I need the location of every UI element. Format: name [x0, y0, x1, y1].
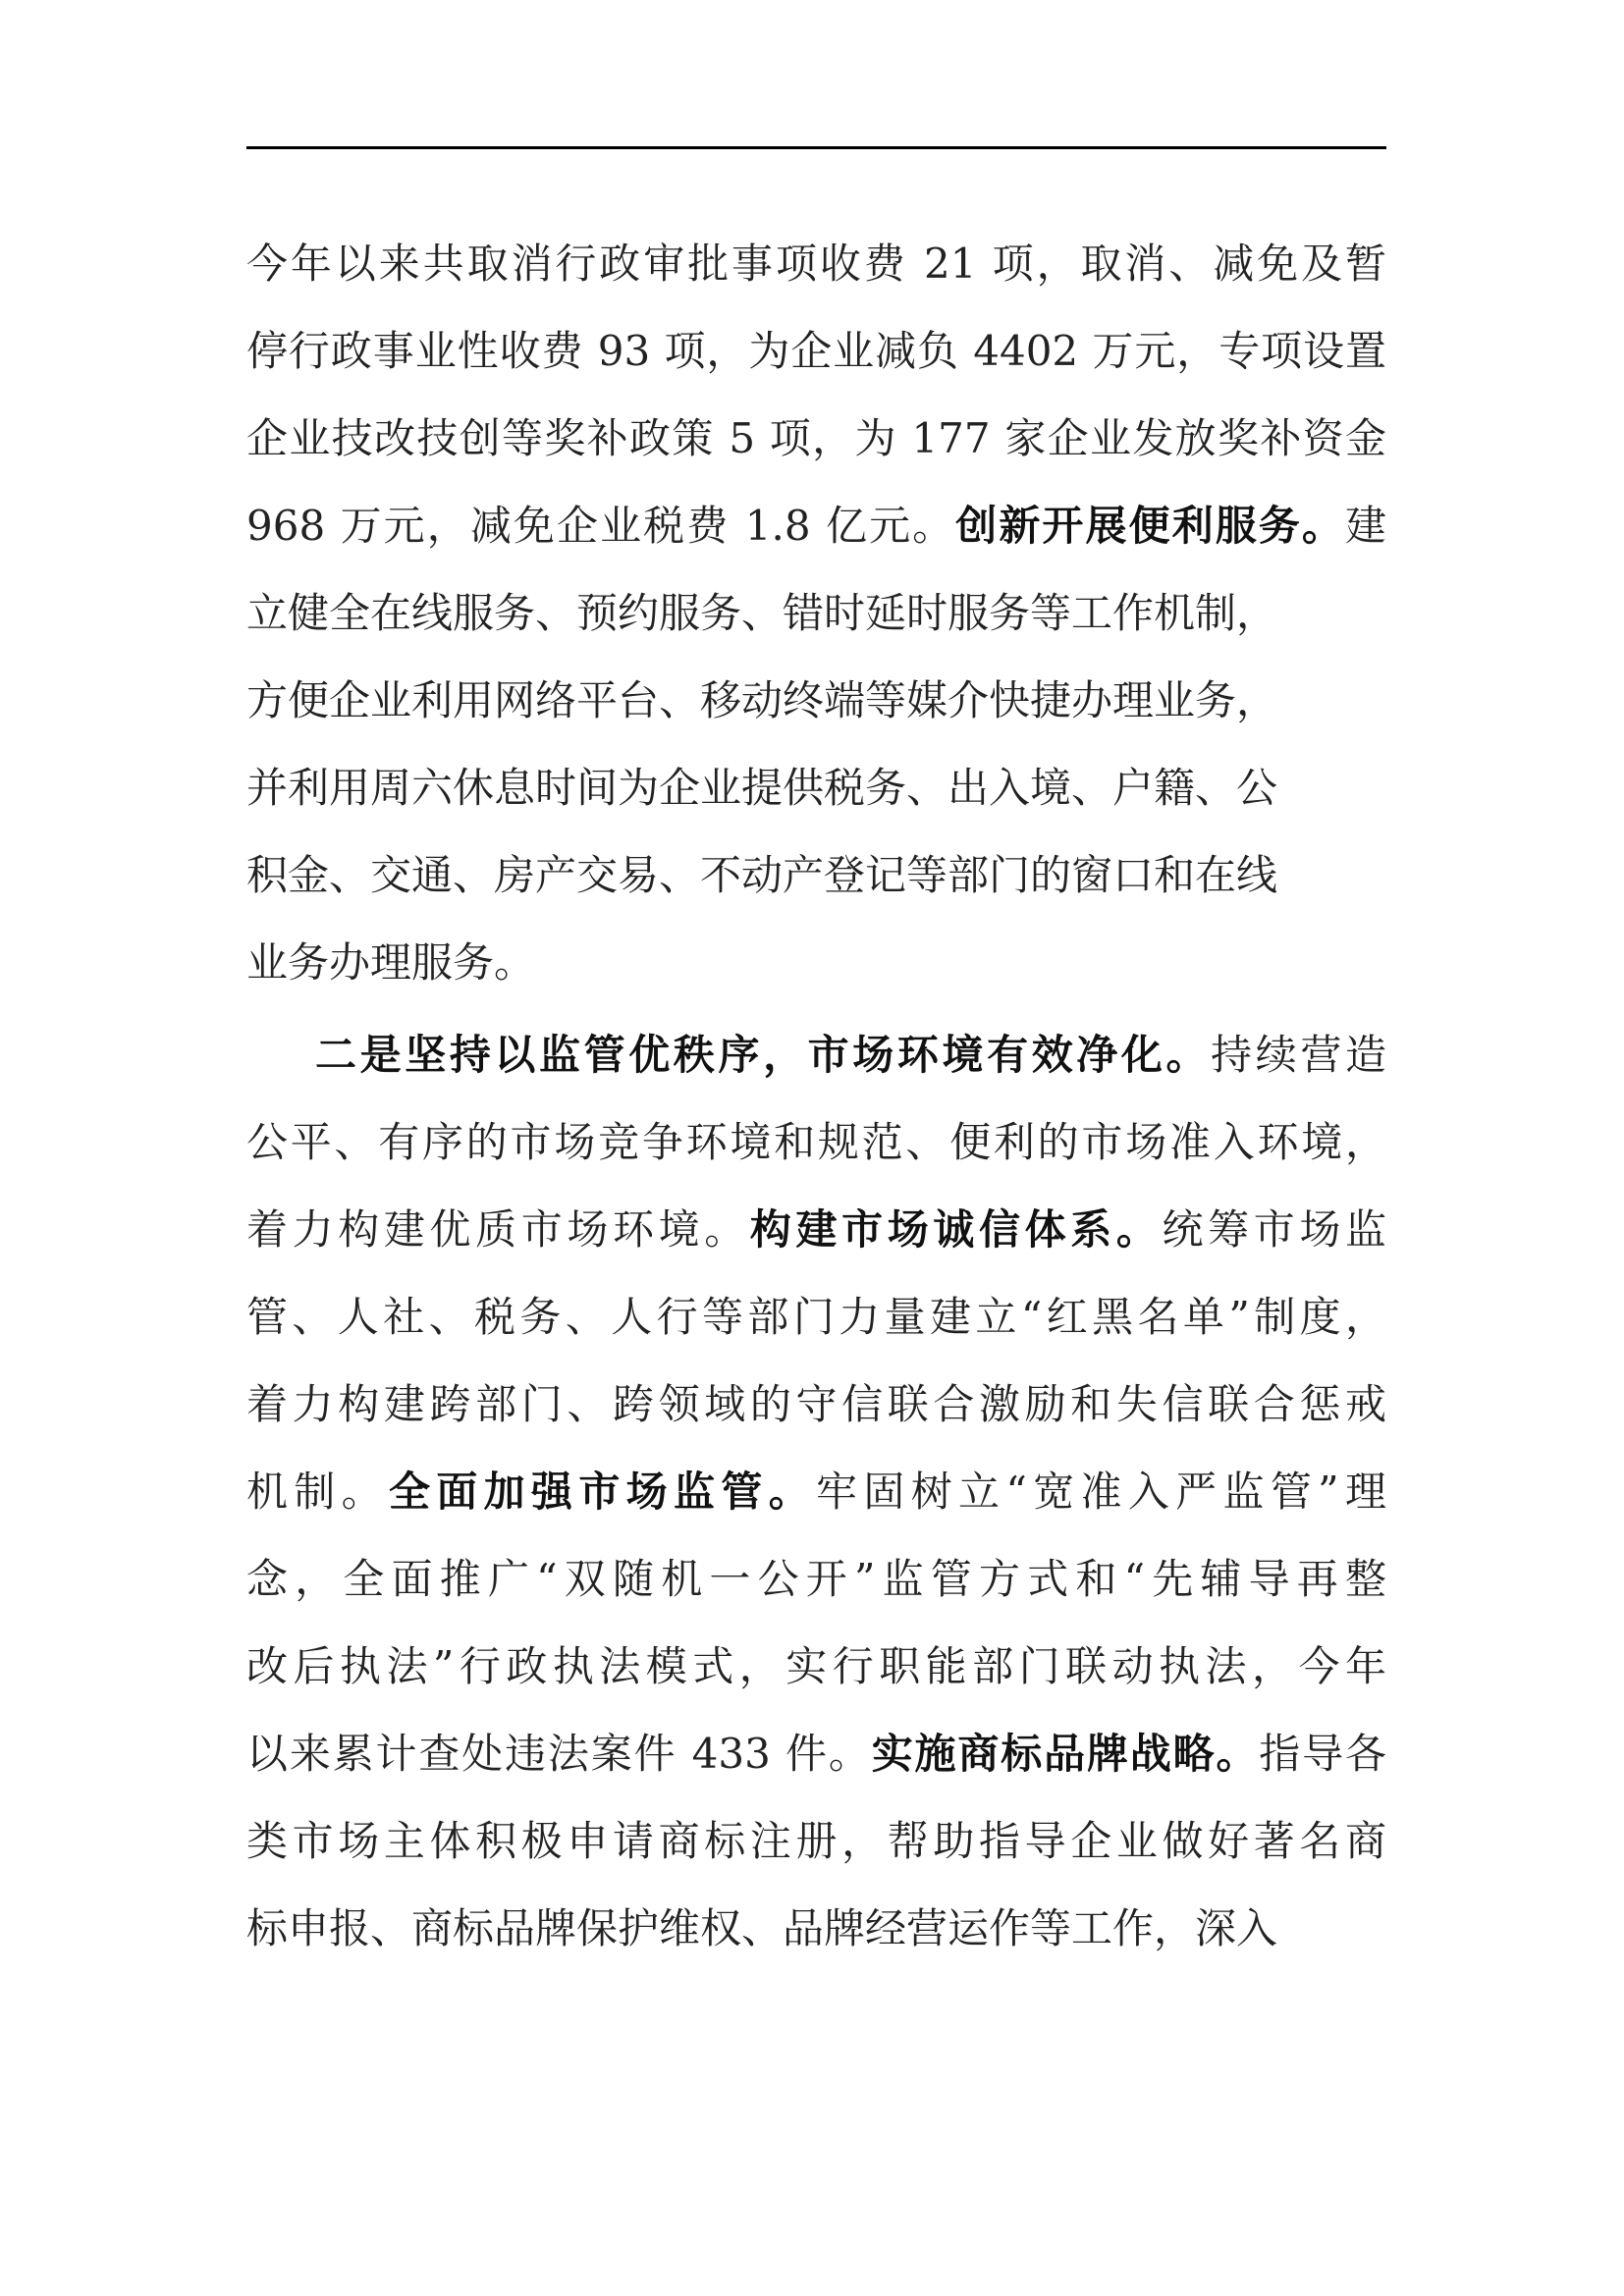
text-line [246, 831, 1386, 919]
text-line [246, 1535, 1386, 1623]
text-run: 企业技改技创等奖补政策 5 项，为 177 家企业发放奖补资金 [246, 414, 1386, 462]
text-run: 管、人社、税务、人行等部门力量建立“红黑名单”制度， [246, 1293, 1386, 1341]
text-line [246, 1361, 1386, 1448]
text-run: 改后执法”行政执法模式，实行职能部门联动执法，今年 [246, 1642, 1386, 1690]
text-run: 念，全面推广“双随机一公开”监管方式和“先辅导再整 [246, 1555, 1386, 1603]
text-run: 类市场主体积极申请商标注册，帮助指导企业做好著名商 [246, 1817, 1386, 1865]
text-line [246, 744, 1386, 831]
text-run: 统筹市场监 [1162, 1205, 1386, 1254]
text-line [246, 1623, 1386, 1710]
text-run: 停行政事业性收费 93 项，为企业减负 4402 万元，专项设置 [246, 327, 1386, 375]
bold-heading-run: 全面加强市场监管。 [389, 1468, 817, 1516]
text-line [246, 482, 1386, 569]
text-line [246, 1710, 1386, 1797]
text-run: 立健全在线服务、预约服务、错时延时服务等工作机制， [246, 589, 1278, 637]
text-line [246, 919, 1386, 1006]
text-run: 业务办理服务。 [246, 938, 536, 987]
text-run: 并利用周六休息时间为企业提供税务、出入境、户籍、公 [246, 764, 1278, 812]
text-line [246, 1885, 1386, 1972]
bold-heading-run: 创新开展便利服务。 [955, 502, 1345, 550]
paragraph-1 [246, 220, 1386, 1006]
text-line [246, 569, 1386, 657]
text-run: 建 [1344, 502, 1386, 550]
text-run: 标申报、商标品牌保护维权、品牌经营运作等工作，深入 [246, 1904, 1278, 1952]
text-run: 着力构建跨部门、跨领域的守信联合激励和失信联合惩戒 [246, 1380, 1386, 1428]
header-rule [246, 146, 1386, 149]
text-run: 持续营造 [1211, 1031, 1386, 1079]
text-run: 牢固树立“宽准入严监管”理 [816, 1468, 1386, 1516]
text-run: 着力构建优质市场环境。 [246, 1205, 750, 1254]
document-body [246, 220, 1386, 1972]
bold-heading-run: 构建市场诚信体系。 [749, 1205, 1163, 1254]
text-line [246, 1797, 1386, 1885]
text-line [246, 1448, 1386, 1535]
text-run: 机制。 [246, 1468, 390, 1516]
text-line [246, 1098, 1386, 1186]
text-line [246, 307, 1386, 395]
paragraph-2 [246, 1011, 1386, 1972]
text-run: 积金、交通、房产交易、不动产登记等部门的窗口和在线 [246, 851, 1278, 899]
text-run: 指导各 [1259, 1730, 1386, 1778]
bold-heading-run: 二是坚持以监管优秩序，市场环境有效净化。 [315, 1031, 1212, 1079]
bold-heading-run: 实施商标品牌战略。 [871, 1730, 1260, 1778]
text-line [246, 657, 1386, 744]
text-line [246, 220, 1386, 307]
text-run: 以来累计查处违法案件 433 件。 [246, 1730, 872, 1778]
text-line [246, 1186, 1386, 1273]
text-line [246, 1273, 1386, 1361]
text-run: 方便企业利用网络平台、移动终端等媒介快捷办理业务， [246, 676, 1278, 724]
text-run: 968 万元，减免企业税费 1.8 亿元。 [246, 502, 956, 550]
text-line [246, 1011, 1386, 1098]
text-run: 公平、有序的市场竞争环境和规范、便利的市场准入环境， [246, 1118, 1386, 1166]
text-run: 今年以来共取消行政审批事项收费 21 项，取消、减免及暂 [246, 240, 1386, 288]
text-line [246, 395, 1386, 482]
